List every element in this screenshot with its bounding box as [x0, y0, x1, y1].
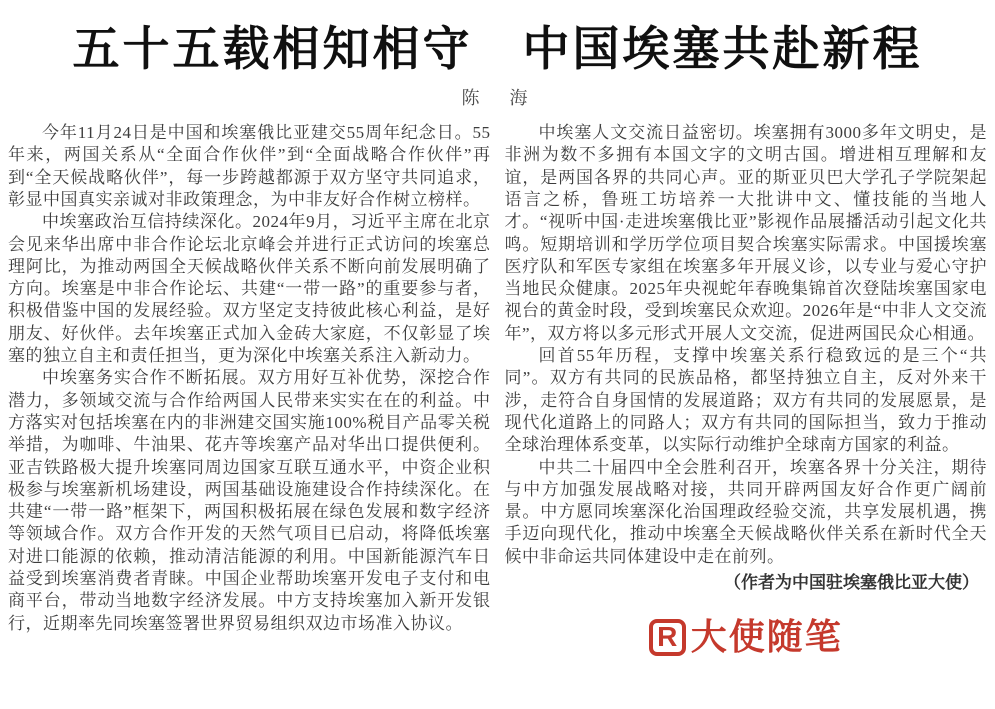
article-title: 五十五载相知相守 中国埃塞共赴新程: [72, 22, 923, 75]
paragraph: 中共二十届四中全会胜利召开，埃塞各界十分关注，期待与中方加强发展战略对接，共同开辟两国友好合作更广阔前景。中方愿同埃塞深化治国理政经验交流，共享发展机遇，携手迈向现代化，推动中埃塞全天候战略伙伴关系在新时代全天候中非命运共同体建设中走在前列。: [504, 457, 987, 566]
paragraph: 中埃塞人文交流日益密切。埃塞拥有3000多年文明史，是非洲为数不多拥有本国文字的文明古国。增进相互理解和友谊，是两国各界的共同心声。亚的斯亚贝巴大学孔子学院架起语言之桥，鲁班工坊培养一大批讲中文、懂技能的当地人才。“视听中国·走进埃塞俄比亚”影视作品展播活动引起文化共鸣。短期培训和学历学位项目契合埃塞实际需求。中国援埃塞医疗队和军医专家组在埃塞多年开展义诊，以专业与爱心守护当地民众健康。2025年央视蛇年春晚集锦首次登陆埃塞国家电视台的黄金时段，受到埃塞民众欢迎。2026年是“中非人文交流年”，双方将以多元形式开展人文交流，促进两国民众心相通。: [504, 123, 987, 343]
right-column: [505, 122, 988, 656]
column-logo-title: 大使随笔: [690, 616, 843, 658]
article-body: [6, 122, 989, 656]
column-logo: [505, 616, 988, 658]
paragraph: 今年11月24日是中国和埃塞俄比亚建交55周年纪念日。55年来，两国关系从“全面合作伙伴”到“全面战略合作伙伴”再到“全天候战略伙伴”，每一步跨越都源于双方坚守共同追求，彰显中国真实亲诚对非政策理念，为中非友好合作树立榜样。: [8, 123, 491, 209]
paragraph: 中埃塞务实合作不断拓展。双方用好互补优势，深挖合作潜力，多领域交流与合作给两国人民带来实实在在的利益。中方落实对包括埃塞在内的非洲建交国实施100%税目产品零关税举措，为咖啡、牛油果、花卉等埃塞产品对华出口提供便利。亚吉铁路极大提升埃塞同周边国家互联互通水平，中资企业积极参与埃塞新机场建设，两国基础设施建设合作持续深化。在共建“一带一路”框架下，两国积极拓展在绿色发展和数字经济等领域合作。双方合作开发的天然气项目已启动，将降低埃塞对进口能源的依赖，推动清洁能源的利用。中国新能源汽车日益受到埃塞消费者青睐。中国企业帮助埃塞开发电子支付和电商平台，带动当地数字经济发展。中方支持埃塞加入新开发银行，近期率先同埃塞签署世界贸易组织双边市场准入协议。: [8, 368, 491, 633]
paragraph: 回首55年历程，支撑中埃塞关系行稳致远的是三个“共同”。双方有共同的民族品格，都坚持独立自主，反对外来干涉，走符合自身国情的发展道路；双方有共同的发展愿景，是现代化道路上的同路人；双方有共同的国际担当，致力于推动全球治理体系变革，以实际行动维护全球南方国家的利益。: [504, 346, 987, 455]
peoples-daily-r-logo-icon: R: [649, 619, 686, 656]
author-attribution: （作者为中国驻埃塞俄比亚大使）: [724, 572, 979, 592]
left-column: [8, 122, 491, 656]
article-author: 陈 海: [461, 88, 534, 109]
paragraph: 中埃塞政治互信持续深化。2024年9月，习近平主席在北京会见来华出席中非合作论坛北京峰会并进行正式访问的埃塞总理阿比，为推动两国全天候战略伙伴关系不断向前发展明确了方向。埃塞是中非合作论坛、共建“一带一路”的重要参与者，积极借鉴中国的发展经验。双方坚定支持彼此核心利益，是好朋友、好伙伴。去年埃塞正式加入金砖大家庭，不仅彰显了埃塞的独立自主和责任担当，更为深化中埃塞关系注入新动力。: [8, 212, 491, 366]
